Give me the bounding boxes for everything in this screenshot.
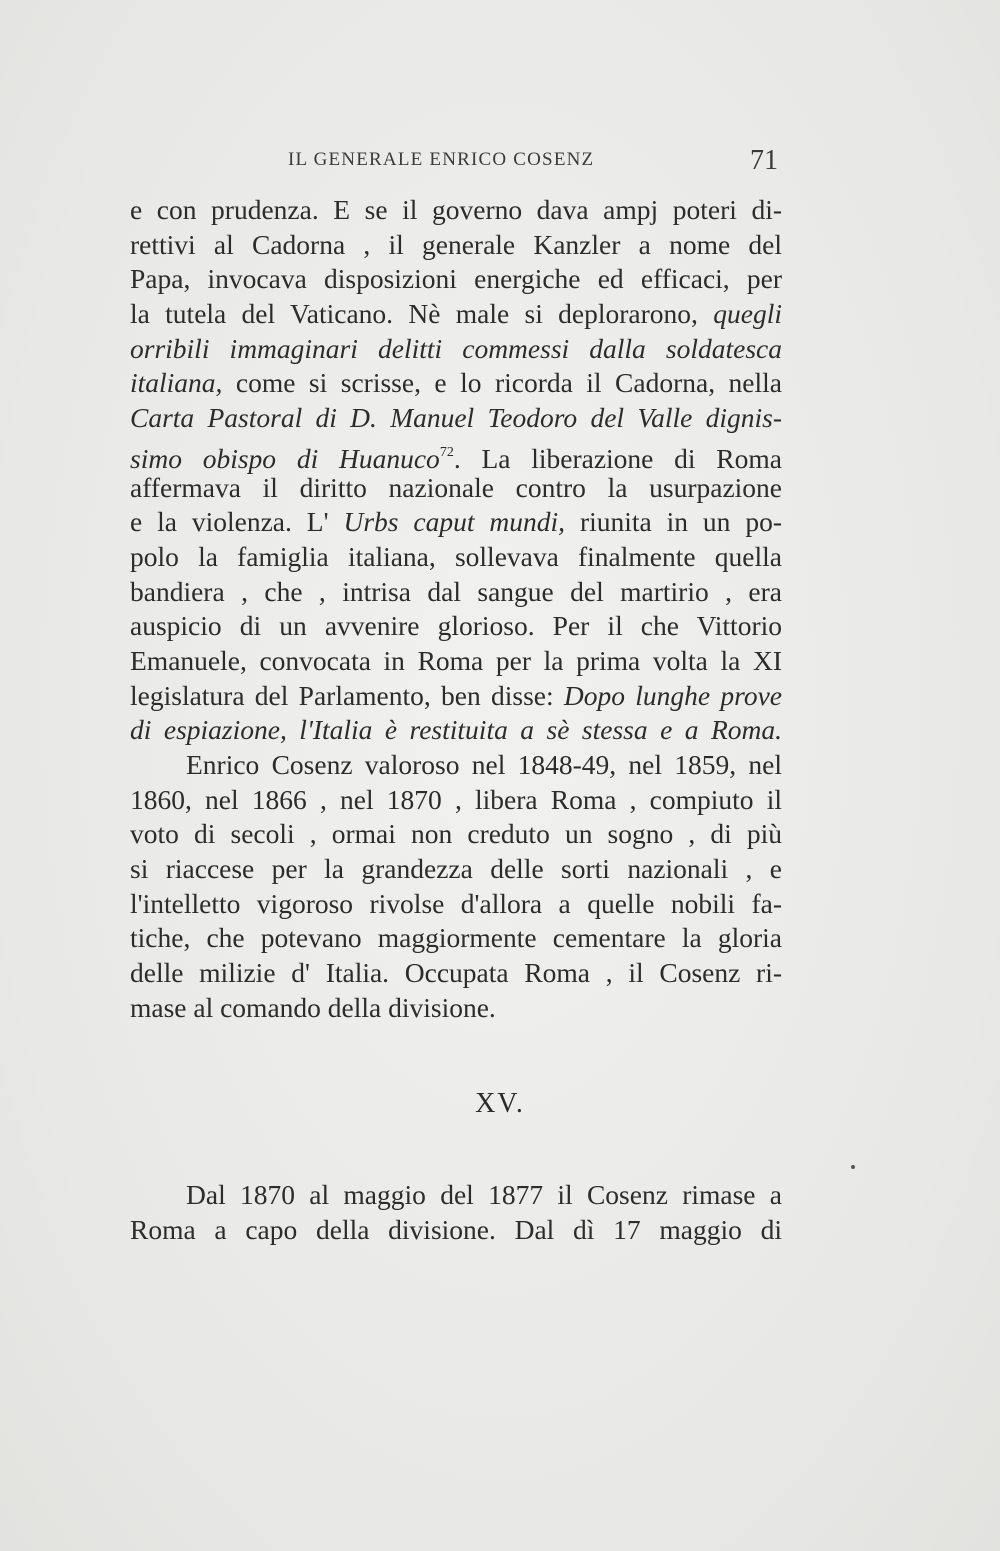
- page-number: 71: [750, 145, 778, 176]
- section-heading: XV.: [475, 1088, 525, 1119]
- text-line: Roma a capo della divisione. Dal dì 17 maggio di: [130, 1213, 782, 1245]
- text-line: e con prudenza. E se il governo dava ampj poteri di-: [130, 194, 782, 225]
- footnote-reference: 72: [439, 444, 454, 460]
- paragraph-first-line: Dal 1870 al maggio del 1877 il Cosenz rimase a: [186, 1179, 782, 1210]
- paragraph-first-line: Enrico Cosenz valoroso nel 1848-49, nel 1859, nel: [186, 749, 782, 780]
- text-line: delle milizie d' Italia. Occupata Roma , il Cosenz ri-: [130, 957, 782, 989]
- page-header: [288, 145, 778, 177]
- text-line: la tutela del Vaticano. Nè male si deplorarono, quegli: [130, 298, 782, 330]
- text-line: legislatura del Parlamento, ben disse: Dopo lunghe prove: [130, 679, 782, 711]
- text-line: affermava il diritto nazionale contro la usurpazione: [130, 471, 782, 503]
- text-line: bandiera , che , intrisa dal sangue del martirio , era: [130, 575, 782, 607]
- text-line: simo obispo di Huanuco$^{72}$. La liberazione di Roma: [130, 442, 782, 474]
- text-line: italiana, come si scrisse, e lo ricorda il Cadorna, nella: [130, 367, 782, 399]
- text-line: 1860, nel 1866 , nel 1870 , libera Roma , compiuto il: [130, 783, 782, 815]
- text-line: orribili immaginari delitti commessi dalla soldatesca: [130, 332, 782, 364]
- running-head: IL GENERALE ENRICO COSENZ: [288, 149, 595, 170]
- text-line: e la violenza. L' Urbs caput mundi, riunita in un po-: [130, 506, 782, 538]
- text-line: auspicio di un avvenire glorioso. Per il che Vittorio: [130, 610, 782, 642]
- text-line: Papa, invocava disposizioni energiche ed efficaci, per: [130, 263, 782, 295]
- text-line: voto di secoli , ormai non creduto un sogno , di più: [130, 818, 782, 850]
- text-line: Carta Pastoral di D. Manuel Teodoro del Valle dignis-: [130, 402, 782, 434]
- text-line: mase al comando della divisione.: [130, 991, 496, 1023]
- ink-speck: [851, 1165, 855, 1169]
- text-line: rettivi al Cadorna , il generale Kanzler a nome del: [130, 228, 782, 260]
- text-line: l'intelletto vigoroso rivolse d'allora a quelle nobili fa-: [130, 887, 782, 919]
- text-line: si riaccese per la grandezza delle sorti nazionali , e: [130, 853, 782, 885]
- text-line: di espiazione, l'Italia è restituita a sè stessa e a Roma.: [130, 714, 782, 746]
- body-text-block-2: [130, 1178, 782, 1247]
- text-line: tiche, che potevano maggiormente cementare la gloria: [130, 922, 782, 954]
- text-line: Emanuele, convocata in Roma per la prima volta la XI: [130, 644, 782, 676]
- text-line: polo la famiglia italiana, sollevava finalmente quella: [130, 540, 782, 572]
- body-text-block-1: [130, 193, 782, 1026]
